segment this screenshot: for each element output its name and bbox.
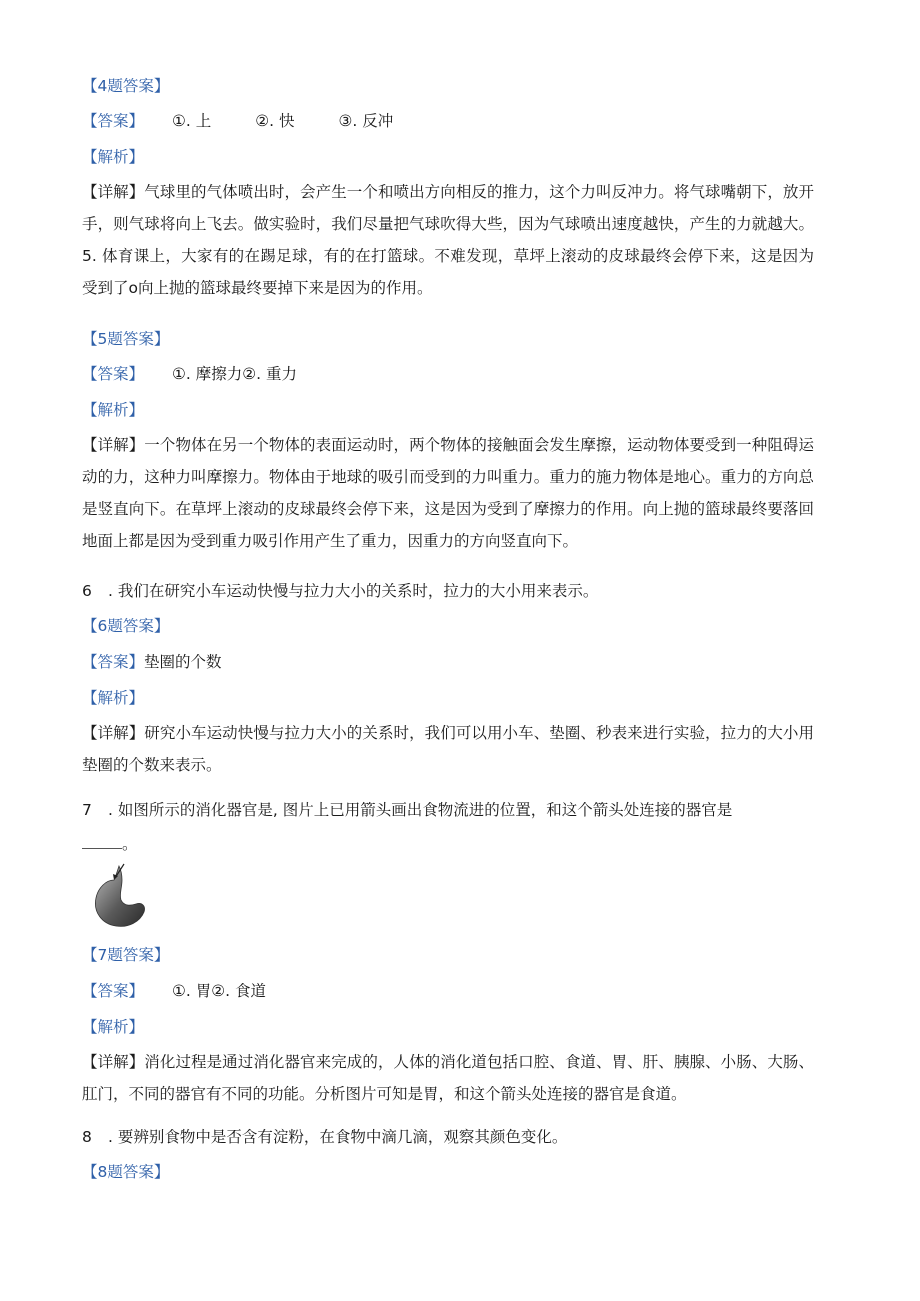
q4-detail: 【详解】气球里的气体喷出时，会产生一个和喷出方向相反的推力，这个力叫反冲力。将气球嘴朝下，放开手，则气球将向上飞去。做实验时，我们尽量把气球吹得大些，因为气球喷出速度越快，产生的力就越大。5. 体育课上，大家有的在踢足球，有的在打篮球。不难发现，草坪上滚动的皮球最终会停下来，这是因为受到了o向上抛的篮球最终要掉下来是因为的作用。 [82,183,814,297]
q5-answer: ①. 摩擦力②. 重力 [172,365,298,383]
q5-answer-label: 【答案】 [82,365,145,383]
q7-blank-line [82,834,138,854]
q6-answer: 垫圈的个数 [144,653,222,671]
q4-answer-header: 【4题答案】 [82,77,170,95]
q4-analysis-label: 【解析】 [82,148,145,166]
q6-detail: 【详解】研究小车运动快慢与拉力大小的关系时，我们可以用小车、垫圈、秒表来进行实验，拉力的大小用垫圈的个数来表示。 [82,724,814,774]
q7-number: 7 [82,801,92,819]
q5-analysis-label: 【解析】 [82,401,145,419]
q7-question [82,800,732,820]
q4-answer-3: ③. 反冲 [338,112,394,130]
q6-answer-label: 【答案】 [82,653,145,671]
stomach-shape [95,866,144,926]
q7-detail: 【详解】消化过程是通过消化器官来完成的，人体的消化道包括口腔、食道、胃、肝、胰腺、小肠、大肠、肛门，不同的器官有不同的功能。分析图片可知是胃，和这个箭头处连接的器官是食道。 [82,1053,814,1103]
q6-answer-line [82,652,222,672]
q8-answer-header: 【8题答案】 [82,1163,170,1181]
q6-question-text: . 我们在研究小车运动快慢与拉力大小的关系时，拉力的大小用来表示。 [108,582,599,600]
q7-question-text: . 如图所示的消化器官是, 图片上已用箭头画出食物流进的位置，和这个箭头处连接的器官是 [108,801,733,819]
q7-answer-label: 【答案】 [82,982,145,1000]
q5-answer-header: 【5题答案】 [82,330,170,348]
q4-answer-1: ①. 上 [172,112,212,130]
q4-answer-label: 【答案】 [82,112,145,130]
q7-answer-line [82,981,266,1001]
q5-answer-line [82,364,297,384]
q6-question [82,581,598,601]
q7-question-end: 。 [122,835,138,853]
stomach-image [88,862,150,930]
q7-answer: ①. 胃②. 食道 [172,982,267,1000]
q4-answer-2: ②. 快 [255,112,295,130]
q7-answer-header: 【7题答案】 [82,946,170,964]
q8-question-text: . 要辨别食物中是否含有淀粉，在食物中滴几滴，观察其颜色变化。 [108,1128,568,1146]
q5-detail: 【详解】一个物体在另一个物体的表面运动时，两个物体的接触面会发生摩擦，运动物体要受到一种阻碍运动的力，这种力叫摩擦力。物体由于地球的吸引而受到的力叫重力。重力的施力物体是地心。重力的方向总是竖直向下。在草坪上滚动的皮球最终会停下来，这是因为受到了摩擦力的作用。向上抛的篮球最终要落回地面上都是因为受到重力吸引作用产生了重力，因重力的方向竖直向下。 [82,436,814,550]
q4-answer-line [82,111,437,131]
q8-question [82,1127,567,1147]
q7-answer-blank [82,836,122,849]
q6-number: 6 [82,582,92,600]
q6-answer-header: 【6题答案】 [82,617,170,635]
q6-analysis-label: 【解析】 [82,689,145,707]
q7-analysis-label: 【解析】 [82,1018,145,1036]
q8-number: 8 [82,1128,92,1146]
